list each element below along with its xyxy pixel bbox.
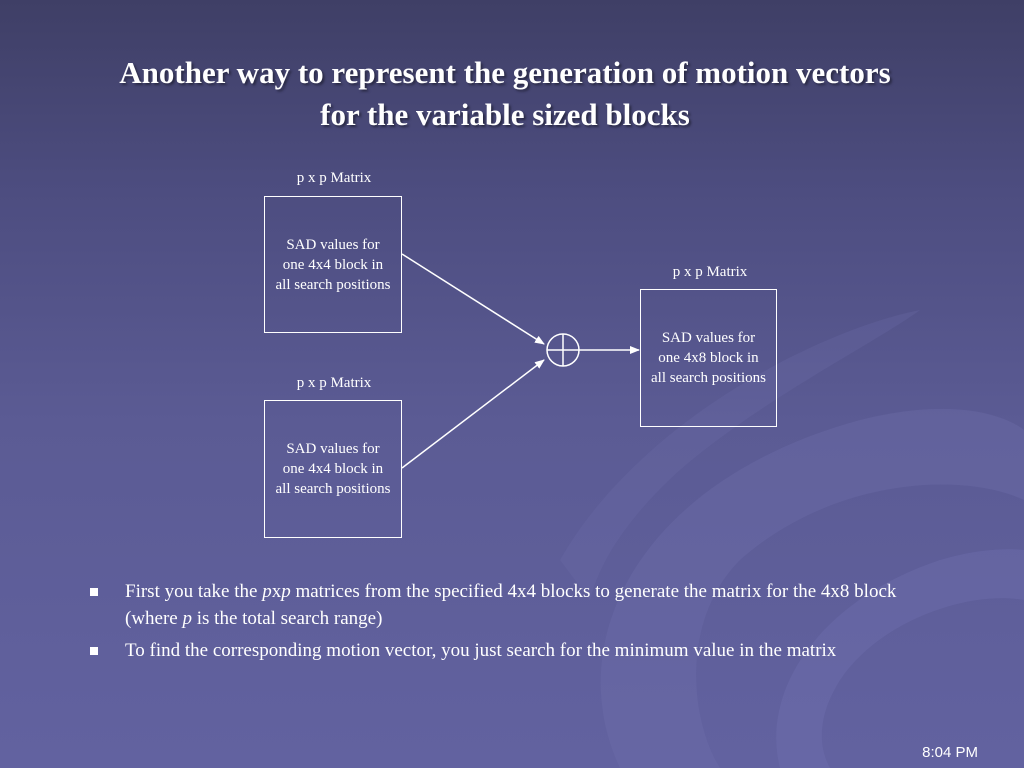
output-box <box>640 289 777 427</box>
bullet1-p2: p <box>281 581 291 602</box>
bottom-box-line3: all search positions <box>275 481 391 497</box>
bottom-input-box <box>264 400 402 538</box>
top-input-box <box>264 196 402 333</box>
slide-title-line1: Another way to represent the generation of motion vectors <box>119 55 891 90</box>
bullet-item-1 <box>88 578 938 632</box>
top-matrix-label: p x p Matrix <box>296 170 372 186</box>
bullet1-text-b: matrices from the specified 4x4 blocks to generate the matrix for the 4x8 block (where <box>125 581 897 629</box>
bullet1-text-a: First you take the <box>125 581 263 602</box>
slide-timestamp: 8:04 PM <box>922 744 978 761</box>
top-box-line3: all search positions <box>275 276 391 293</box>
output-box-line2: one 4x8 block in <box>658 350 759 366</box>
bottom-matrix-label: p x p Matrix <box>296 375 372 391</box>
square-bullet-icon <box>90 647 98 655</box>
bullet1-x: x <box>271 581 282 602</box>
bullet1-p3: p <box>182 608 192 629</box>
slide-title-line2: for the variable sized blocks <box>320 97 690 132</box>
top-box-line1: SAD values for <box>286 236 380 253</box>
bullet1-text-c: is the total search range) <box>192 608 383 629</box>
output-box-line1: SAD values for <box>661 330 756 346</box>
square-bullet-icon <box>90 588 98 596</box>
top-box-line2: one 4x4 block in <box>282 256 384 273</box>
bullet2-text: To find the corresponding motion vector, you just search for the minimum value in the matrix <box>125 640 837 661</box>
bullet1-p1: p <box>262 581 272 602</box>
bullet-item-2 <box>88 637 938 664</box>
output-matrix-label: p x p Matrix <box>672 264 748 280</box>
slide-title <box>40 52 970 136</box>
bottom-box-line1: SAD values for <box>286 441 380 457</box>
bullet-list <box>88 578 938 669</box>
output-box-line3: all search positions <box>651 370 766 386</box>
bottom-box-line2: one 4x4 block in <box>282 461 384 477</box>
